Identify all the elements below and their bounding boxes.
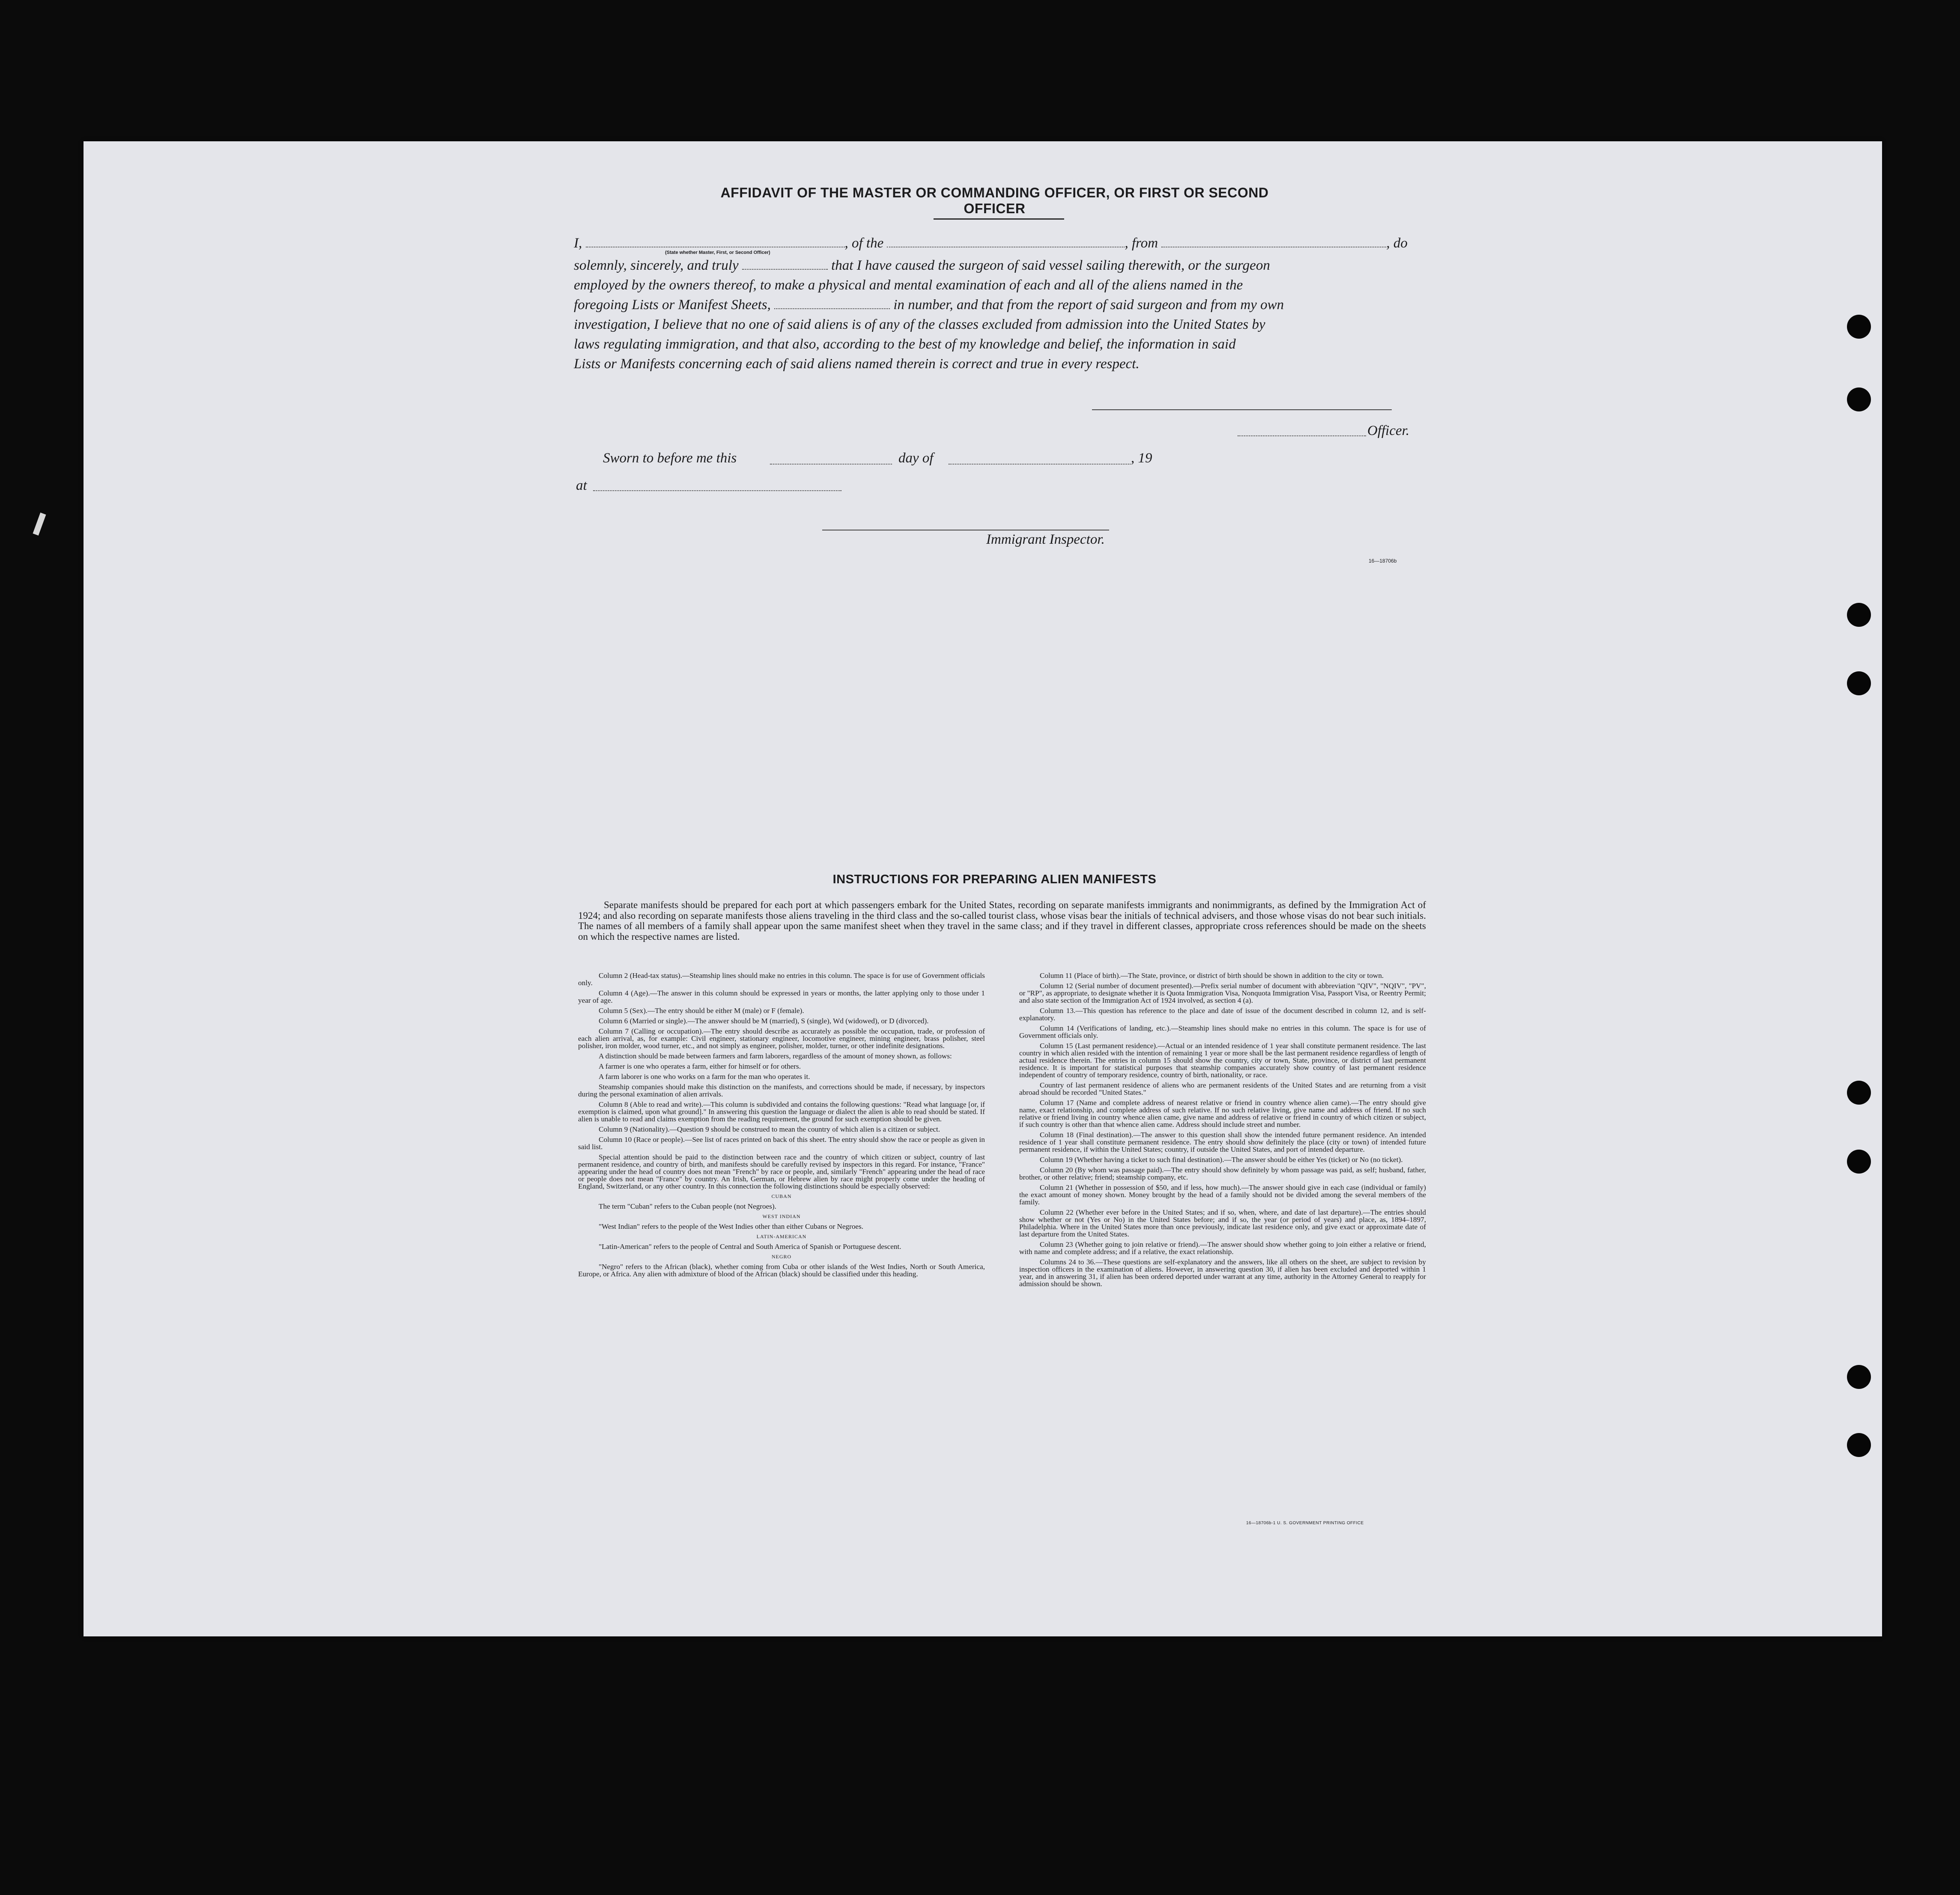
column-13-note: Column 13.—This question has reference to the place and date of issue of the document described in column 12, and is self-explanatory. bbox=[1019, 1007, 1426, 1022]
column-12-note: Column 12 (Serial number of document presented).—Prefix serial number of document with abbreviation "QIV", "NQIV", "PV", or "RP", as appropriate, to designate whether it is Quota Immigration Visa, Nonquota Immigration Visa, Passport Visa, or Reentry Permit; and also state section of the Immigration Act of 1924 involved, as section 4 (a). bbox=[1019, 982, 1426, 1004]
column-20-note: Column 20 (By whom was passage paid).—The entry should show definitely by whom passage was paid, as self; husband, father, brother, or other relative; friend; steamship company, etc. bbox=[1019, 1166, 1426, 1181]
race-distinction-note: Special attention should be paid to the distinction between race and the country of which citizen or subject, country of last permanent residence, and country of birth, and manifests should be carefully revised by inspectors in this regard. For instance, "France" appearing under the head of country does not mean "French" by race or people, and, similarly "French" appearing under the head of race or people does not mean "France" by country. An Irish, German, or Hebrew alien by race might properly come under the heading of England, Switzerland, or any other country. In this connection the following distinctions should be especially observed: bbox=[578, 1153, 985, 1190]
punch-hole bbox=[1847, 387, 1871, 411]
line2-end: that I have caused the surgeon of said vessel sailing therewith, or the surgeon bbox=[831, 258, 1270, 273]
farmer-definition: A farmer is one who operates a farm, either for himself or for others. bbox=[599, 1062, 801, 1070]
do-label: , do bbox=[1386, 235, 1408, 251]
column-9-note: Column 9 (Nationality).—Question 9 should be construed to mean the country of which alien is a citizen or subject. bbox=[599, 1125, 940, 1133]
punch-hole bbox=[1847, 1433, 1871, 1457]
officer-label: Officer. bbox=[1367, 423, 1410, 438]
port-blank bbox=[1161, 246, 1386, 247]
steamship-distinction-note: Steamship companies should make this distinction on the manifests, and corrections should be made, if necessary, by inspectors during the personal examination of alien arrivals. bbox=[578, 1083, 985, 1098]
negro-heading: NEGRO bbox=[771, 1254, 792, 1260]
title-rule bbox=[934, 218, 1064, 220]
punch-hole bbox=[1847, 1365, 1871, 1389]
farmer-distinction-note: A distinction should be made between farmers and farm laborers, regardless of the amount of money shown, as follows: bbox=[599, 1052, 952, 1060]
affidavit-title: AFFIDAVIT OF THE MASTER OR COMMANDING OFFICER, OR FIRST OR SECOND OFFICER bbox=[720, 185, 1269, 216]
cuban-definition: The term "Cuban" refers to the Cuban people (not Negroes). bbox=[599, 1202, 776, 1210]
punch-hole bbox=[1847, 1150, 1871, 1174]
column-4-note: Column 4 (Age).—The answer in this column should be expressed in years or months, the latter applying only to those under 1 year of age. bbox=[578, 989, 985, 1004]
affidavit-line-5: investigation, I believe that no one of said aliens is of any of the classes excluded from admission into the United States by bbox=[574, 317, 1265, 332]
punch-hole bbox=[1847, 1081, 1871, 1105]
affidavit-line-4 bbox=[574, 296, 1424, 313]
column-14-note: Column 14 (Verifications of landing, etc.).—Steamship lines should make no entries in this column. The space is for use of Government officials only. bbox=[1019, 1024, 1426, 1040]
latin-american-definition: "Latin-American" refers to the people of Central and South America of Spanish or Portuguese descent. bbox=[599, 1242, 901, 1251]
oath-blank bbox=[742, 268, 828, 270]
year-label: , 19 bbox=[1131, 450, 1152, 466]
column-11-note: Column 11 (Place of birth).—The State, province, or district of birth should be shown in addition to the city or town. bbox=[1040, 971, 1384, 980]
instructions-right-column bbox=[1019, 972, 1426, 1290]
negro-definition: "Negro" refers to the African (black), whether coming from Cuba or other islands of the West Indies, North or South America, Europe, or Africa. Any alien with admixture of blood of the African (black) should be classified under this heading. bbox=[578, 1263, 985, 1278]
west-indian-heading: WEST INDIAN bbox=[762, 1213, 801, 1219]
affidavit-line-6: laws regulating immigration, and that also, according to the best of my knowledge and belief, the information in said bbox=[574, 337, 1236, 352]
day-of-label: day of bbox=[898, 450, 934, 466]
at-label: at bbox=[576, 478, 587, 493]
west-indian-definition: "West Indian" refers to the people of the West Indies other than either Cubans or Negroes. bbox=[599, 1222, 864, 1231]
punch-hole bbox=[1847, 315, 1871, 339]
at-place-blank bbox=[593, 490, 841, 491]
punch-hole bbox=[1847, 671, 1871, 695]
form-number: 16—18706b bbox=[1369, 558, 1397, 564]
instructions-title: INSTRUCTIONS FOR PREPARING ALIEN MANIFESTS bbox=[832, 873, 1157, 886]
column-7-note: Column 7 (Calling or occupation).—The entry should describe as accurately as possible the occupation, trade, or profession of each alien arrival, as, for example: Civil engineer, stationary engineer, locomotive engineer, mining engineer, brass polisher, steel polisher, iron molder, wood turner, etc., and not simply as engineer, polisher, molder, turner, or other indefinite designations. bbox=[578, 1027, 985, 1050]
rank-blank bbox=[586, 246, 845, 247]
affidavit-line-2 bbox=[574, 257, 1424, 274]
affidavit-line-7: Lists or Manifests concerning each of said aliens named therein is correct and true in every respect. bbox=[574, 356, 1140, 372]
column-6-note: Column 6 (Married or single).—The answer should be M (married), S (single), Wd (widowed), or D (divorced). bbox=[599, 1017, 929, 1025]
column-21-note: Column 21 (Whether in possession of $50, and if less, how much).—The answer should give in each case (individual or family) the exact amount of money shown. Money brought by the head of a family should not be divided among the several members of the family. bbox=[1019, 1183, 1426, 1206]
line2-start: solemnly, sincerely, and truly bbox=[574, 258, 739, 273]
vessel-blank bbox=[887, 246, 1125, 247]
column-22-note: Column 22 (Whether ever before in the United States; and if so, when, where, and date of last departure).—The entries should show whether or not (Yes or No) in the United States before; and if so, the year (or period of years) and place, as, 1894–1897, Philadelphia. Where in the United States more than once previously, indicate last residence only, and give exact or approximate date of last departure from the United States. bbox=[1019, 1208, 1426, 1238]
farm-laborer-definition: A farm laborer is one who works on a farm for the man who operates it. bbox=[599, 1073, 810, 1081]
column-8-note: Column 8 (Able to read and write).—This column is subdivided and contains the following questions: "Read what language [or, if exemption is claimed, upon what ground]." In answering this question the language or dialect the alien is able to read should be stated. If alien is unable to read and claims exemption from the reading requirement, the ground for such exemption should be given. bbox=[578, 1100, 985, 1123]
column-17-note: Column 17 (Name and complete address of nearest relative or friend in country whence alien came).—The entry should give name, exact relationship, and complete address of such relative. If no such relative living, give name and address of friend. If no such relative or friend living in country whence alien came, give name and address of relative or friend in country of which citizen or subject, if such country is other than that whence alien came. Address should include street and number. bbox=[1019, 1099, 1426, 1129]
of-the-label: , of the bbox=[844, 235, 884, 251]
officer-signature-line bbox=[1092, 409, 1392, 410]
inspector-label: Immigrant Inspector. bbox=[986, 532, 1105, 547]
residence-us-note: Country of last permanent residence of aliens who are permanent residents of the United States and are returning from a visit abroad should be recorded "United States." bbox=[1019, 1081, 1426, 1096]
sworn-day-blank bbox=[770, 464, 892, 465]
punch-hole bbox=[1847, 603, 1871, 627]
rank-caption: (State whether Master, First, or Second Officer) bbox=[665, 250, 770, 255]
column-10-note: Column 10 (Race or people).—See list of races printed on back of this sheet. The entry should show the race or people as given in said list. bbox=[578, 1135, 985, 1151]
sheet-count-blank bbox=[774, 308, 890, 309]
line4-start: foregoing Lists or Manifest Sheets, bbox=[574, 297, 771, 313]
sworn-label: Sworn to before me this bbox=[603, 450, 737, 466]
column-5-note: Column 5 (Sex).—The entry should be either M (male) or F (female). bbox=[599, 1007, 804, 1015]
from-label: , from bbox=[1125, 235, 1158, 251]
affidavit-line-3: employed by the owners thereof, to make a physical and mental examination of each and all of the aliens named in the bbox=[574, 277, 1243, 293]
line4-end: in number, and that from the report of said surgeon and from my own bbox=[893, 297, 1284, 313]
column-18-note: Column 18 (Final destination).—The answer to this question shall show the intended future permanent residence. An intended residence of 1 year shall constitute permanent residence. The entry should show definitely the place (city or town) of intended future permanent residence, if within the United States; country, if outside the United States, and port of intended departure. bbox=[1019, 1131, 1426, 1153]
instructions-left-column bbox=[578, 972, 985, 1281]
column-23-note: Column 23 (Whether going to join relative or friend).—The answer should show whether going to join either a relative or friend, with name and complete address; and if a relative, the exact relationship. bbox=[1019, 1240, 1426, 1256]
affidavit-line-1 bbox=[574, 235, 1424, 252]
column-15-note: Column 15 (Last permanent residence).—Actual or an intended residence of 1 year shall constitute permanent residence. The last country in which alien resided with the intention of remaining 1 year or more shall be the last permanent residence regardless of length of actual residence therein. The entries in column 15 should show the country, city or town, State, province, or district of last permanent residence. It is important for statistical purposes that steamship companies accurately show country of last permanent residence independent of country of temporary residence, country of birth, nationality, or race. bbox=[1019, 1042, 1426, 1079]
instructions-intro: Separate manifests should be prepared for each port at which passengers embark for the United States, recording on separate manifests immigrants and nonimmigrants, as defined by the Immigration Act of 1924; and also recording on separate manifests those aliens traveling in the third class and the so-called tourist class, whose visas bear the initials of technical advisers, and those whose visas do not bear such initials. The names of all members of a family shall appear upon the same manifest sheet when they travel in the same class; and if they travel in different classes, appropriate cross references should be made on the sheets on which the respective names are listed. bbox=[578, 900, 1426, 942]
sworn-month-blank bbox=[949, 464, 1131, 465]
officer-name-blank bbox=[1238, 435, 1366, 436]
columns-24-36-note: Columns 24 to 36.—These questions are self-explanatory and the answers, like all others on the sheet, are subject to revision by inspection officers in the examination of aliens. However, in answering question 30, if alien has been excluded and deported within 1 year, and in answering 31, if alien has been ordered deported under warrant at any time, authority in the Attorney General to reapply for admission should be shown. bbox=[1019, 1258, 1426, 1288]
column-19-note: Column 19 (Whether having a ticket to such final destination).—The answer should be either Yes (ticket) or No (no ticket). bbox=[1040, 1156, 1403, 1164]
column-2-note: Column 2 (Head-tax status).—Steamship lines should make no entries in this column. The space is for use of Government officials only. bbox=[578, 971, 985, 987]
cuban-heading: CUBAN bbox=[771, 1193, 792, 1199]
edge-mark bbox=[33, 512, 46, 536]
pronoun-i: I, bbox=[574, 235, 582, 251]
printing-office-footnote: 16—18706b-1 U. S. GOVERNMENT PRINTING OFFICE bbox=[1246, 1521, 1364, 1526]
latin-american-heading: LATIN-AMERICAN bbox=[756, 1234, 807, 1239]
